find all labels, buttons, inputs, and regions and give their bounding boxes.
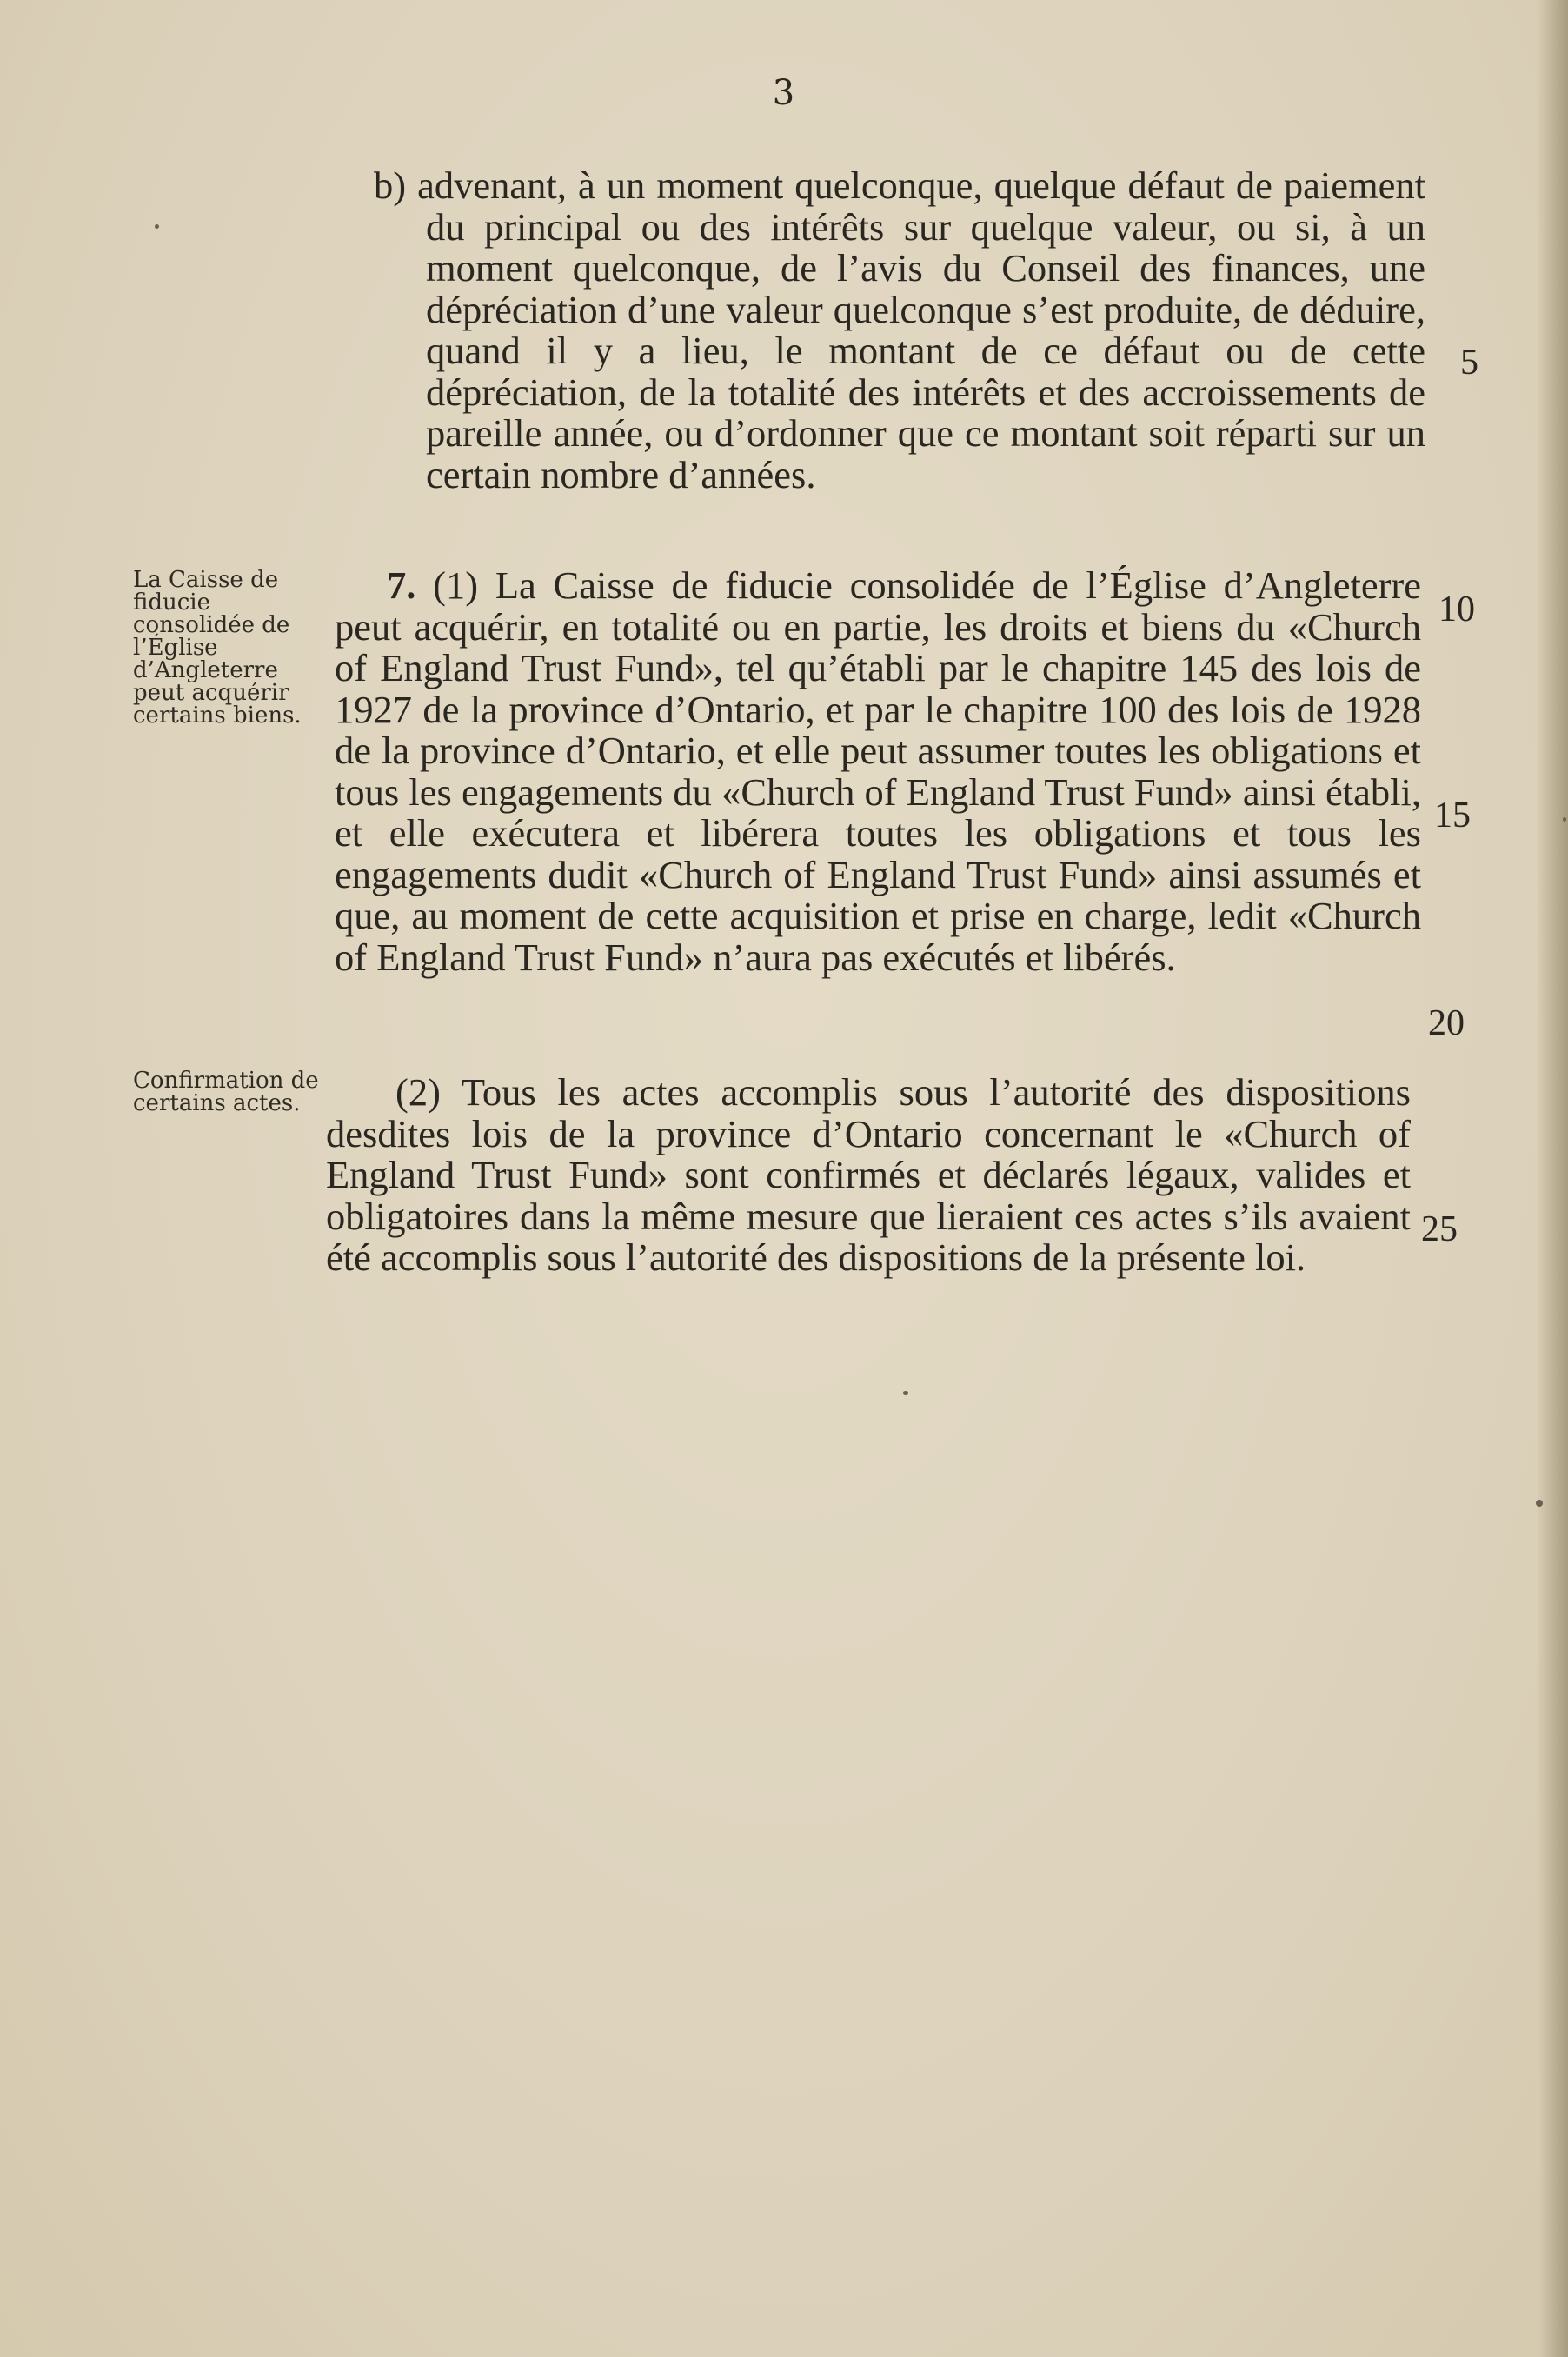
paper-speck: [1563, 817, 1566, 822]
subsection-1-text: (1) La Caisse de fiducie consolidée de l’Église d’Angleterre peut acquérir, en totalité ou en partie, les droits et biens du «Church of England Trust Fund», tel qu’établi par le chapitre 145 des lois de 1927 de la province d’Ontario, et par le chapitre 100 des lois de 1928 de la province d’Ontario, et elle peut assumer toutes les obligations et tous les engagements du «Church of England Trust Fund» ainsi établi, et elle exécutera et libérera toutes les obligations et tous les engagements dudit «Church of England Trust Fund» ainsi assumés et que, au moment de cette acquisition et prise en charge, ledit «Church of England Trust Fund» n’aura pas exécutés et libérés.: [335, 563, 1421, 979]
paper-speck: [903, 1391, 908, 1395]
section-number: 7.: [387, 563, 416, 607]
section-7-subsection-1: [335, 565, 1421, 978]
line-number-25: 25: [1421, 1209, 1458, 1249]
paragraph-b: b) advenant, à un moment quelconque, quelque défaut de paiement du principal ou des intérêts sur quelque valeur, ou si, à un moment quelconque, de l’avis du Conseil des finances, une dépréciation d’une valeur quelconque s’est produite, de déduire, quand il y a lieu, le montant de ce défaut ou de cette dépréciation, de la totalité des intérêts et des accroissements de pareille année, ou d’ordonner que ce montant soit réparti sur un certain nombre d’années.: [374, 163, 1425, 496]
margin-note-confirmation: Confirmation de certains actes.: [133, 1068, 319, 1116]
paper-speck: [155, 224, 159, 229]
page-number: 3: [772, 73, 796, 113]
line-number-20: 20: [1428, 1003, 1465, 1043]
paper-speck: [1536, 1500, 1543, 1507]
line-number-5: 5: [1460, 343, 1478, 383]
margin-note-acquisition: La Caisse de fiducie consolidée de l’Église d’Angleterre peut acquérir certains biens.: [133, 567, 302, 729]
page-edge: [1538, 0, 1568, 2357]
section-7-subsection-2: (2) Tous les actes accomplis sous l’autorité des dispositions desdites lois de la province d’Ontario concernant le «Church of England Trust Fund» sont confirmés et déclarés légaux, valides et obligatoires dans la même mesure que lieraient ces actes s’ils avaient été accomplis sous l’autorité des dispositions de la présente loi.: [326, 1070, 1411, 1279]
line-number-10: 10: [1438, 589, 1475, 629]
line-number-15: 15: [1434, 796, 1471, 836]
